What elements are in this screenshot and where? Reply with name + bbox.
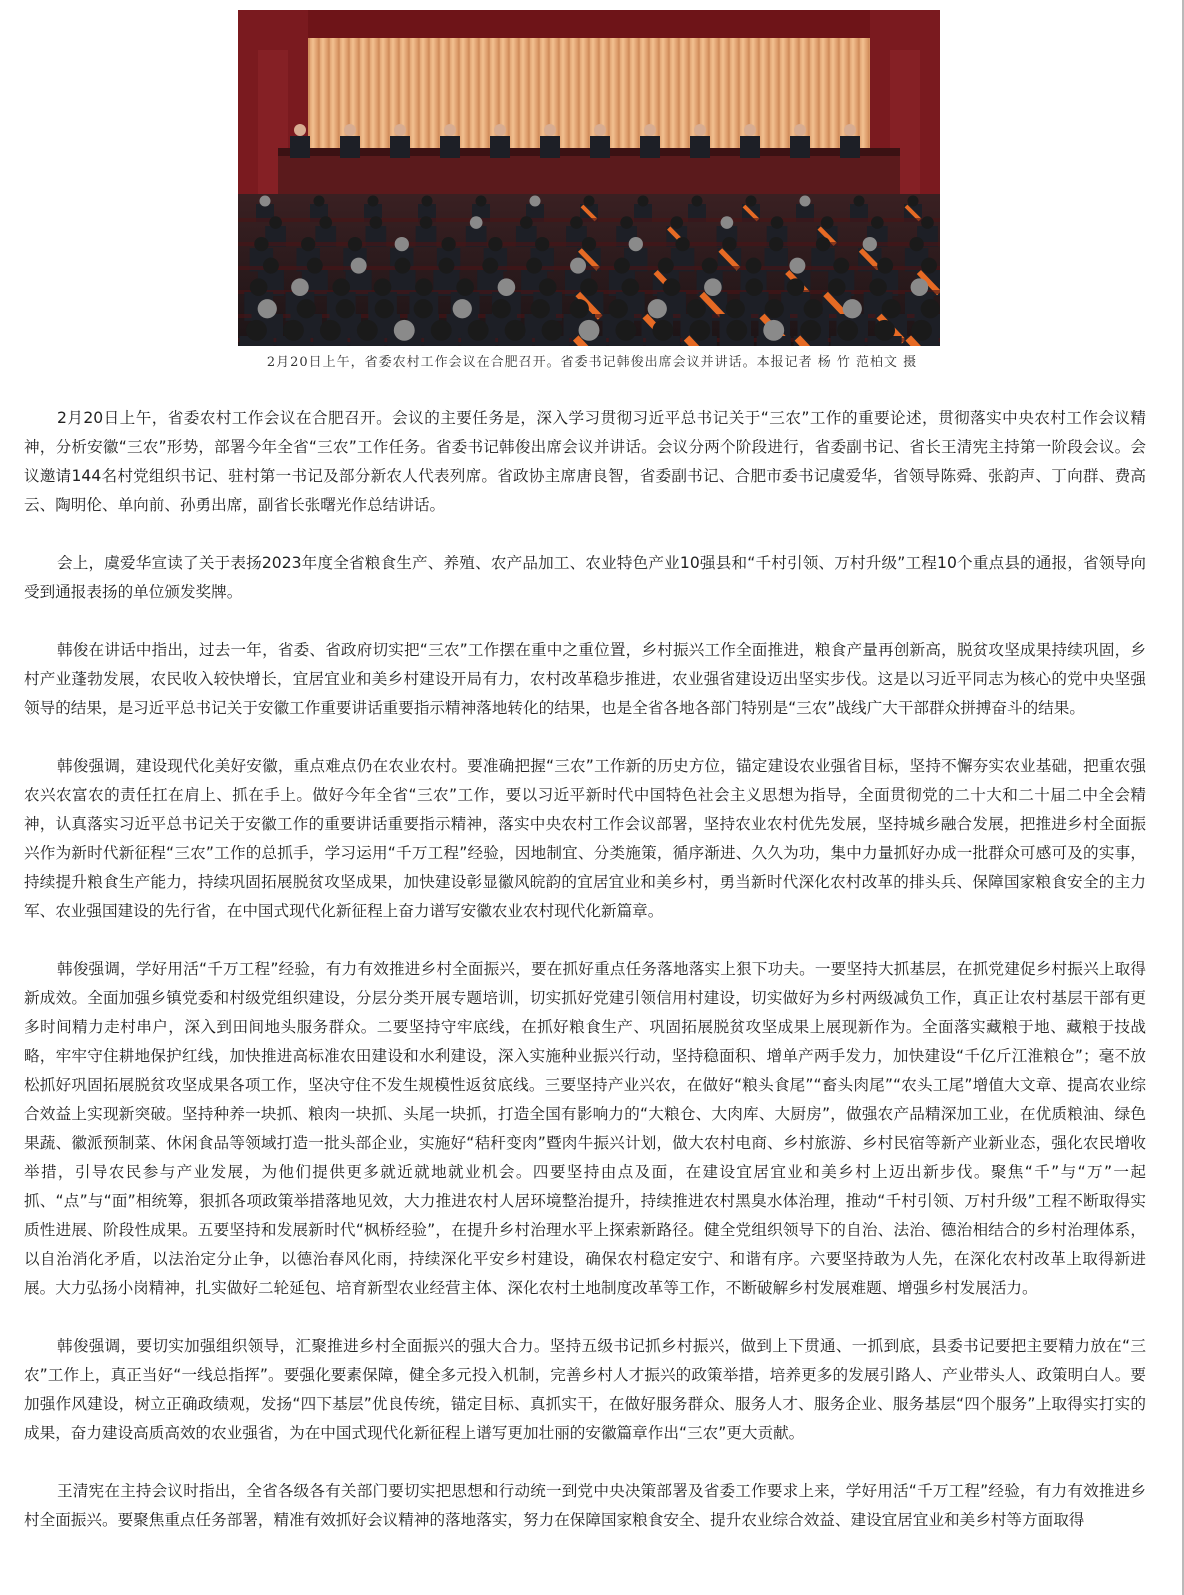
audience-head — [570, 258, 586, 274]
audience-head — [505, 320, 526, 341]
presidium-person — [390, 136, 410, 158]
audience-head — [332, 278, 350, 296]
audience-head — [526, 258, 542, 274]
audience-head — [254, 237, 268, 251]
audience-head — [582, 237, 596, 251]
audience-head — [307, 258, 323, 274]
audience-head — [771, 216, 784, 229]
audience-head — [816, 237, 830, 251]
audience-head — [614, 258, 630, 274]
audience-head — [357, 320, 378, 341]
desk-row — [238, 218, 940, 222]
presidium-head — [494, 124, 506, 136]
presidium-head — [594, 124, 606, 136]
meeting-photo — [238, 10, 940, 346]
audience-head — [584, 196, 595, 207]
audience-head — [438, 258, 454, 274]
article-paragraph-1: 2月20日上午，省委农村工作会议在合肥召开。会议的主要任务是，深入学习贯彻习近平总书记关于“三农”工作的重要论述，贯彻落实中央农村工作会议精神，分析安徽“三农”形势，部署今年全省“三农”工作任务。省委书记韩俊出席会议并讲话。会议分两个阶段进行，省委副书记、省长王清宪主持第一阶段会议。会议邀请144名村党组织书记、驻村第一书记及部分新农人代表列席。省政协主席唐良智，省委副书记、合肥市委书记虞爱华，省领导陈舜、张韵声、丁向群、费高云、陶明伦、单向前、孙勇出席，副省长张曙光作总结讲话。 — [24, 409, 1146, 514]
audience-head — [468, 320, 489, 341]
audience-head — [670, 216, 683, 229]
audience-head — [263, 258, 279, 274]
photo-caption: 2月20日上午，省委农村工作会议在合肥召开。省委书记韩俊出席会议并讲话。本报记者 杨 竹 范柏文 摄 — [266, 355, 918, 370]
audience-head — [580, 278, 598, 296]
audience-head — [787, 278, 805, 296]
audience-head — [531, 299, 550, 318]
audience-head — [283, 320, 304, 341]
article-paragraph-4: 韩俊强调，建设现代化美好安徽，重点难点仍在农业农村。要准确把握“三农”工作新的历史方位，锚定建设农业强省目标，坚持不懈夯实农业基础，把重农强农兴农富农的责任扛在肩上、抓在手上。做好今年全省“三农”工作，要以习近平新时代中国特色社会主义思想为指导，全面贯彻党的二十大和二十届二中全会精神，认真落实习近平总书记关于安徽工作的重要讲话重要指示精神，落实中央农村工作会议部署，坚持农业农村优先发展，坚持城乡融合发展，把推进乡村全面振兴作为新时代新征程“三农”工作的总抓手，学习运用“千万工程”经验，因地制宜、分类施策，循序渐进、久久为功，集中力量抓好办成一批群众可感可及的实事，持续提升粮食生产能力，持续巩固拓展脱贫攻坚成果，加快建设彰显徽风皖韵的宜居宜业和美乡村，勇当新时代深化农村改革的排头兵、保障国家粮食安全的主力军、农业强国建设的先行省，在中国式现代化新征程上奋力谱写安徽农业农村现代化新篇章。 — [24, 757, 1146, 920]
audience-head — [675, 237, 689, 251]
audience-head — [911, 320, 932, 341]
presidium-person — [290, 136, 310, 158]
audience-head — [395, 258, 411, 274]
audience-head — [260, 196, 271, 207]
audience-head — [800, 320, 821, 341]
presidium-head — [344, 124, 356, 136]
presidium-person — [840, 136, 860, 158]
presidium-person — [690, 136, 710, 158]
audience-head — [320, 320, 341, 341]
audience-head — [621, 278, 639, 296]
presidium-person — [640, 136, 660, 158]
audience-head — [609, 299, 628, 318]
audience-head — [648, 299, 667, 318]
audience-head — [319, 216, 332, 229]
audience-head — [800, 196, 811, 207]
audience-head — [765, 299, 784, 318]
audience-head — [456, 278, 474, 296]
presidium-head — [844, 124, 856, 136]
audience-head — [535, 237, 549, 251]
presidium-person — [540, 136, 560, 158]
audience-head — [470, 216, 483, 229]
audience-head — [629, 237, 643, 251]
audience-head — [348, 237, 362, 251]
audience-head — [301, 237, 315, 251]
audience-head — [374, 278, 392, 296]
presidium-head — [694, 124, 706, 136]
audience-head — [395, 237, 409, 251]
audience-head — [804, 299, 823, 318]
audience-head — [297, 299, 316, 318]
audience-head — [843, 299, 862, 318]
audience-head — [908, 196, 919, 207]
audience-head — [420, 216, 433, 229]
presidium-head — [394, 124, 406, 136]
audience-head — [375, 299, 394, 318]
audience-head — [687, 299, 706, 318]
audience-head — [431, 320, 452, 341]
presidium-head — [794, 124, 806, 136]
audience-head — [726, 320, 747, 341]
audience-head — [453, 299, 472, 318]
presidium-person — [740, 136, 760, 158]
audience-head — [663, 278, 681, 296]
audience-head — [476, 196, 487, 207]
audience-head — [863, 237, 877, 251]
audience-head — [692, 196, 703, 207]
audience-head — [854, 196, 865, 207]
audience-head — [882, 299, 901, 318]
audience-head — [394, 320, 415, 341]
audience-head — [746, 258, 762, 274]
presidium-head — [744, 124, 756, 136]
audience-head — [821, 216, 834, 229]
audience-head — [570, 299, 589, 318]
audience-head — [745, 278, 763, 296]
audience-head — [702, 258, 718, 274]
presidium-person — [590, 136, 610, 158]
audience-head — [909, 237, 923, 251]
audience-head — [877, 258, 893, 274]
audience-head — [482, 258, 498, 274]
audience-head — [911, 278, 929, 296]
article-paragraph-2: 会上，虞爱华宣读了关于表扬2023年度全省粮食生产、养殖、农产品加工、农业特色产业10强县和“千村引领、万村升级”工程10个重点县的通报，省领导向受到通报表扬的单位颁发奖牌。 — [24, 554, 1146, 601]
audience-head — [539, 278, 557, 296]
audience-head — [874, 320, 895, 341]
audience-head — [269, 216, 282, 229]
audience-head — [414, 299, 433, 318]
audience-head — [530, 196, 541, 207]
audience-head — [689, 320, 710, 341]
audience-head — [542, 320, 563, 341]
article-paragraph-6: 韩俊强调，要切实加强组织领导，汇聚推进乡村全面振兴的强大合力。坚持五级书记抓乡村振兴，做到上下贯通、一抓到底，县委书记要把主要精力放在“三农”工作上，真正当好“一线总指挥”。要强化要素保障，健全多元投入机制，完善乡村人才振兴的政策举措，培养更多的发展引路人、产业带头人、政策明白人。要加强作风建设，树立正确政绩观，发扬“四下基层”优良传统，锚定目标、真抓实干，在做好服务群众、服务人才、服务企业、服务基层“四个服务”上取得实打实的成果，奋力建设高质高效的农业强省，为在中国式现代化新征程上谱写更加壮丽的安徽篇章作出“三农”更大贡献。 — [24, 1337, 1146, 1442]
article-paragraph-7: 王清宪在主持会议时指出，全省各级各有关部门要切实把思想和行动统一到党中央决策部署及省委工作要求上来，学好用活“千万工程”经验，有力有效推进乡村全面振兴。要聚焦重点任务部署，精准有效抓好会议精神的落地落实，努力在保障国家粮食安全、提升农业综合效益、建设宜居宜业和美乡村等方面取得 — [24, 1482, 1146, 1529]
audience-head — [336, 299, 355, 318]
audience-head — [291, 278, 309, 296]
audience-head — [658, 258, 674, 274]
audience-head — [570, 216, 583, 229]
audience-head — [652, 320, 673, 341]
presidium-head — [444, 124, 456, 136]
audience-head — [441, 237, 455, 251]
article-paragraph-5: 韩俊强调，学好用活“千万工程”经验，有力有效推进乡村全面振兴，要在抓好重点任务落地落实上狠下功夫。一要坚持大抓基层，在抓党建促乡村振兴上取得新成效。全面加强乡镇党委和村级党组织建设，分层分类开展专题培训，切实抓好党建引领信用村建设，切实做好为乡村两级减负工作，真正让农村基层干部有更多时间精力走村串户，深入到田间地头服务群众。二要坚持守牢底线，在抓好粮食生产、巩固拓展脱贫攻坚成果上展现新作为。全面落实藏粮于地、藏粮于技战略，牢牢守住耕地保护红线，加快推进高标准农田建设和水利建设，深入实施种业振兴行动，坚持稳面积、增单产两手发力，加快建设“千亿斤江淮粮仓”；毫不放松抓好巩固拓展脱贫攻坚成果各项工作，坚决守住不发生规模性返贫底线。三要坚持产业兴农，在做好“粮头食尾”“畜头肉尾”“农头工尾”增值大文章、提高农业综合效益上实现新突破。坚持种养一块抓、粮肉一块抓、头尾一块抓，打造全国有影响力的“大粮仓、大肉库、大厨房”，做强农产品精深加工业，在优质粮油、绿色果蔬、徽派预制菜、休闲食品等领域打造一批头部企业，实施好“秸秆变肉”暨肉牛振兴计划，做大农村电商、乡村旅游、乡村民宿等新产业新业态，强化农民增收举措，引导农民参与产业发展，为他们提供更多就近就地就业机会。四要坚持由点及面，在建设宜居宜业和美乡村上迈出新步伐。聚焦“千”与“万”一起抓、“点”与“面”相统筹，狠抓各项政策举措落地见效，大力推进农村人居环境整治提升，持续推进农村黑臭水体治理，推动“千村引领、万村升级”工程不断取得实质性进展、阶段性成果。五要坚持和发展新时代“枫桥经验”，在提升乡村治理水平上探索新路径。健全党组织领导下的自治、法治、德治相结合的乡村治理体系，以自治消化矛盾，以法治定分止争，以德治春风化雨，持续深化平安乡村建设，确保农村稳定安宁、和谐有序。六要坚持敢为人先，在深化农村改革上取得新进展。大力弘扬小岗精神，扎实做好二轮延包、培育新型农业经营主体、深化农村土地制度改革等工作，不断破解乡村发展难题、增强乡村发展活力。 — [24, 960, 1146, 1297]
audience-head — [520, 216, 533, 229]
audience-head — [492, 299, 511, 318]
audience-head — [833, 258, 849, 274]
audience-head — [869, 278, 887, 296]
audience-head — [258, 299, 277, 318]
audience-head — [746, 196, 757, 207]
audience-head — [722, 237, 736, 251]
audience-head — [871, 216, 884, 229]
audience-head — [921, 258, 937, 274]
audience-head — [921, 299, 940, 318]
presidium-head — [544, 124, 556, 136]
audience-head — [620, 216, 633, 229]
audience-head — [837, 320, 858, 341]
presidium-head — [294, 124, 306, 136]
audience-head — [789, 258, 805, 274]
audience-head — [769, 237, 783, 251]
audience-head — [763, 320, 784, 341]
audience-head — [351, 258, 367, 274]
article-body — [24, 404, 1146, 1564]
audience-head — [726, 299, 745, 318]
audience-head — [921, 216, 934, 229]
audience-head — [422, 196, 433, 207]
audience-head — [368, 196, 379, 207]
presidium-person — [490, 136, 510, 158]
meeting-photo-illustration — [238, 10, 940, 346]
audience-head — [704, 278, 722, 296]
presidium-person — [440, 136, 460, 158]
audience-head — [250, 278, 268, 296]
audience-head — [721, 216, 734, 229]
presidium-head — [644, 124, 656, 136]
audience-head — [314, 196, 325, 207]
audience-head — [498, 278, 516, 296]
audience-head — [488, 237, 502, 251]
article-paragraph-3: 韩俊在讲话中指出，过去一年，省委、省政府切实把“三农”工作摆在重中之重位置，乡村振兴工作全面推进，粮食产量再创新高，脱贫攻坚成果持续巩固，乡村产业蓬勃发展，农民收入较快增长，宜居宜业和美乡村建设开局有力，农村改革稳步推进，农业强省建设迈出坚实步伐。这是以习近平同志为核心的党中央坚强领导的结果，是习近平总书记关于安徽工作重要讲话重要指示精神落地转化的结果，也是全省各地各部门特别是“三农”战线广大干部群众拼搏奋斗的结果。 — [24, 641, 1146, 717]
audience-head — [415, 278, 433, 296]
presidium-person — [790, 136, 810, 158]
presidium-person — [340, 136, 360, 158]
audience-head — [828, 278, 846, 296]
audience-head — [370, 216, 383, 229]
audience-head — [246, 320, 267, 341]
audience-head — [579, 320, 600, 341]
audience-head — [615, 320, 636, 341]
audience-head — [638, 196, 649, 207]
